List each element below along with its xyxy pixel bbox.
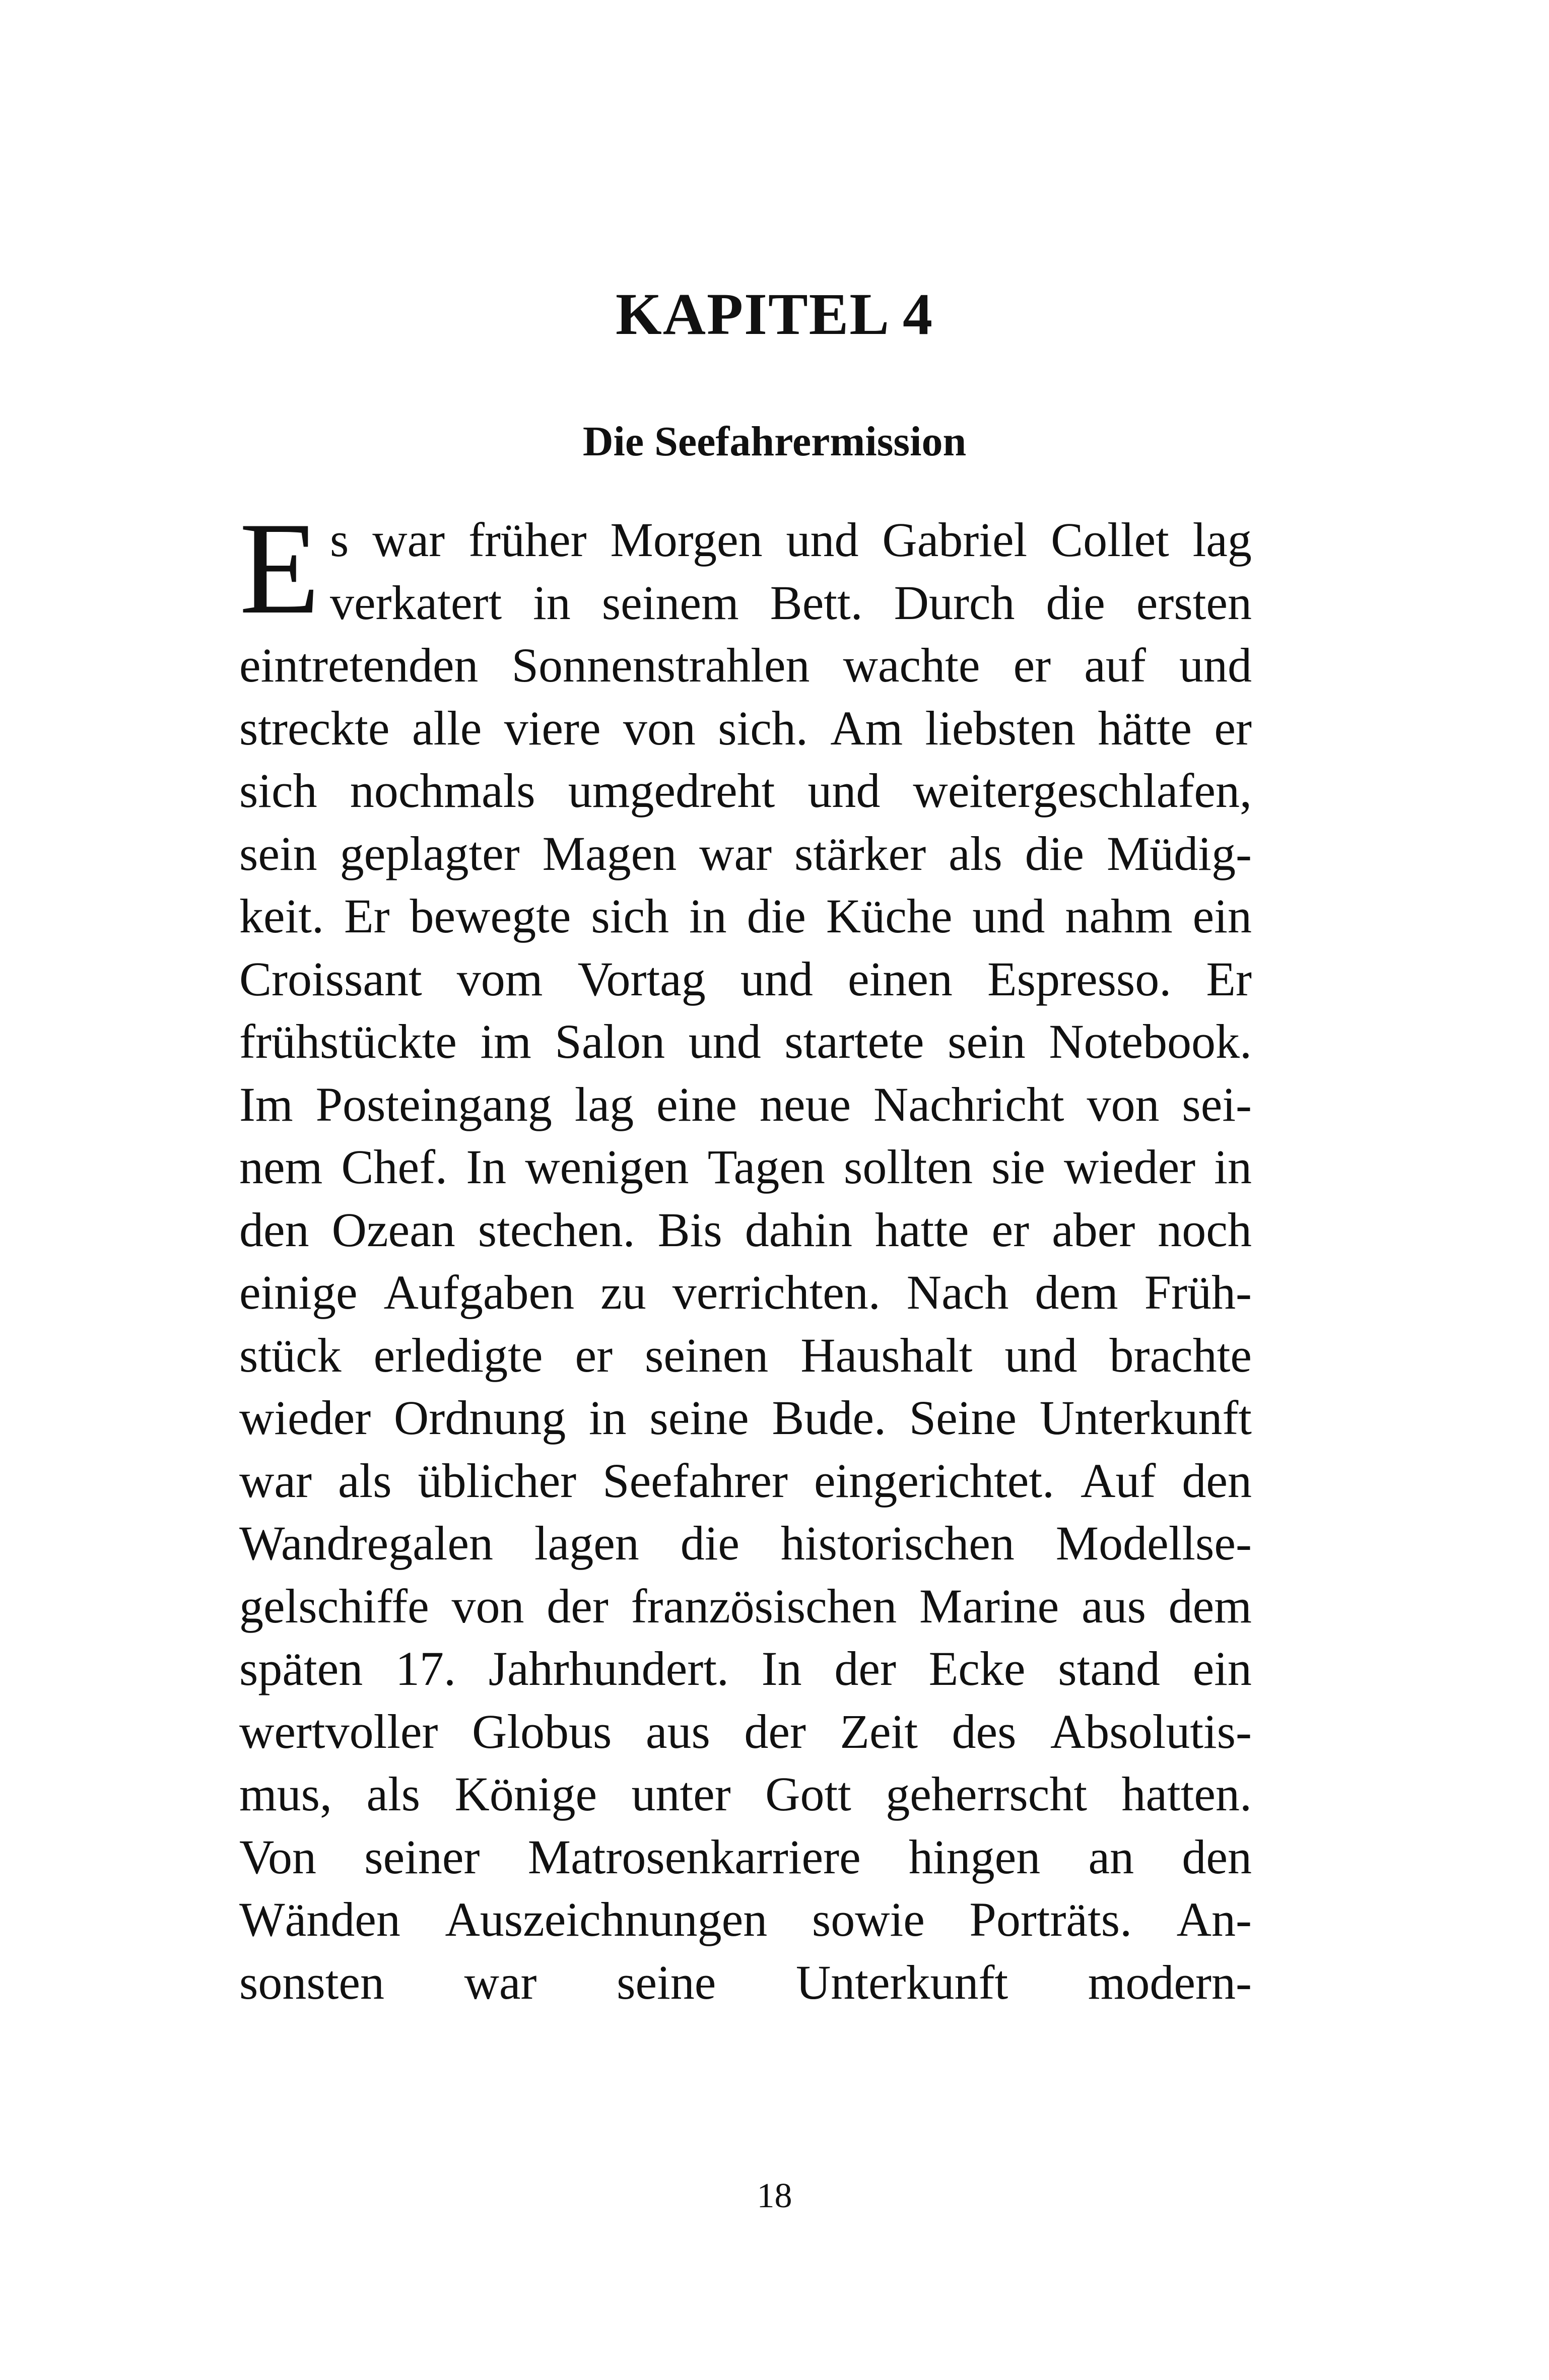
text-line bbox=[239, 1199, 1252, 1262]
word: wachte bbox=[843, 638, 980, 692]
text-line bbox=[239, 948, 1252, 1011]
word: Salon bbox=[555, 1014, 665, 1068]
text-line bbox=[239, 823, 1252, 886]
word: stand bbox=[1058, 1642, 1160, 1695]
word: Espresso. bbox=[987, 951, 1172, 1006]
word: lag bbox=[1192, 513, 1252, 567]
word: umgedreht bbox=[568, 764, 775, 818]
word: sein bbox=[239, 826, 317, 880]
word: hatte bbox=[874, 1202, 969, 1257]
text-line bbox=[239, 1010, 1252, 1073]
word: Früh- bbox=[1144, 1265, 1252, 1319]
word: sowie bbox=[812, 1892, 925, 1946]
word: und bbox=[688, 1014, 761, 1068]
word: brachte bbox=[1109, 1328, 1252, 1382]
text-line bbox=[239, 509, 1252, 572]
word: Nach bbox=[906, 1265, 1009, 1319]
word: In bbox=[466, 1140, 507, 1194]
word: sich bbox=[591, 889, 669, 943]
word: die bbox=[1046, 575, 1105, 630]
word: und bbox=[807, 764, 881, 818]
word: eingerichtet. bbox=[814, 1453, 1055, 1508]
word: die bbox=[747, 889, 806, 943]
word: sonsten bbox=[239, 1955, 384, 2009]
word: Notebook. bbox=[1049, 1014, 1252, 1068]
word: aus bbox=[645, 1704, 710, 1758]
word: in bbox=[533, 575, 571, 630]
word: An- bbox=[1176, 1892, 1252, 1946]
word: startete bbox=[784, 1014, 924, 1068]
text-line bbox=[239, 1073, 1252, 1136]
word: Ecke bbox=[928, 1642, 1026, 1695]
word: Modellse- bbox=[1055, 1516, 1252, 1570]
text-line bbox=[239, 1387, 1252, 1450]
word: Wandregalen bbox=[239, 1516, 493, 1570]
word: Unterkunft bbox=[795, 1955, 1008, 2009]
text-line bbox=[239, 1763, 1252, 1826]
word: zu bbox=[600, 1265, 646, 1319]
word: wieder bbox=[1063, 1140, 1196, 1194]
word: Wänden bbox=[239, 1892, 400, 1946]
word: sich. bbox=[718, 701, 808, 755]
word: einen bbox=[847, 951, 953, 1006]
text-line bbox=[239, 1512, 1252, 1575]
word: seiner bbox=[364, 1829, 480, 1884]
word: keit. bbox=[239, 889, 324, 943]
word: von bbox=[1087, 1077, 1160, 1131]
word: von bbox=[623, 701, 696, 755]
word: alle bbox=[412, 701, 482, 755]
word: neue bbox=[759, 1077, 851, 1131]
word: stück bbox=[239, 1328, 342, 1382]
word: und bbox=[1004, 1328, 1077, 1382]
word: Bett. bbox=[770, 575, 863, 630]
word: war bbox=[464, 1955, 537, 2009]
body-text bbox=[239, 495, 1252, 2014]
word: Im bbox=[239, 1077, 293, 1131]
word: er bbox=[991, 1202, 1030, 1257]
word: im bbox=[480, 1014, 531, 1068]
word: dahin bbox=[745, 1202, 852, 1257]
word: die bbox=[1025, 826, 1084, 880]
word: der bbox=[744, 1704, 806, 1758]
word: war bbox=[372, 513, 445, 567]
word: den bbox=[1182, 1453, 1252, 1508]
word: Ordnung bbox=[393, 1391, 566, 1445]
word: als bbox=[949, 826, 1002, 880]
word: Auf bbox=[1081, 1453, 1156, 1508]
word: streckte bbox=[239, 701, 390, 755]
word: und bbox=[972, 889, 1045, 943]
word: Globus bbox=[472, 1704, 612, 1758]
word: Durch bbox=[894, 575, 1015, 630]
chapter-title: KAPITEL 4 bbox=[615, 281, 934, 348]
word: hätte bbox=[1098, 701, 1192, 755]
word: erledigte bbox=[373, 1328, 543, 1382]
word: Seine bbox=[909, 1391, 1017, 1445]
word: Marine bbox=[919, 1579, 1059, 1633]
word: seine bbox=[617, 1955, 716, 2009]
word: den bbox=[1182, 1829, 1252, 1884]
word: ein bbox=[1192, 1642, 1252, 1695]
word: Vortag bbox=[577, 951, 706, 1006]
word: dem bbox=[1168, 1579, 1252, 1633]
word: Ozean bbox=[331, 1202, 455, 1257]
word: auf bbox=[1084, 638, 1146, 692]
word: seine bbox=[649, 1391, 749, 1445]
word: Zeit bbox=[840, 1704, 918, 1758]
word: Müdig- bbox=[1106, 826, 1252, 880]
word: s bbox=[330, 513, 349, 567]
word: Auszeichnungen bbox=[445, 1892, 768, 1946]
text-line bbox=[239, 885, 1252, 948]
word: und bbox=[1179, 638, 1252, 692]
word: noch bbox=[1158, 1202, 1252, 1257]
word: lag bbox=[574, 1077, 634, 1131]
word: Matrosenkarriere bbox=[527, 1829, 861, 1884]
word: Tagen bbox=[707, 1140, 825, 1194]
word: Sonnenstrahlen bbox=[511, 638, 810, 692]
text-line bbox=[239, 760, 1252, 823]
word: der bbox=[547, 1579, 609, 1633]
word: aus bbox=[1081, 1579, 1146, 1633]
word: Collet bbox=[1051, 513, 1169, 567]
word: früher bbox=[468, 513, 587, 567]
word: stärker bbox=[794, 826, 926, 880]
word: sollten bbox=[844, 1140, 973, 1194]
word: dem bbox=[1035, 1265, 1118, 1319]
word: Haushalt bbox=[800, 1328, 973, 1382]
chapter-subtitle: Die Seefahrermission bbox=[582, 418, 967, 465]
word: den bbox=[239, 1202, 309, 1257]
word: hingen bbox=[908, 1829, 1041, 1884]
word: des bbox=[952, 1704, 1017, 1758]
text-line bbox=[239, 1951, 1252, 2014]
word: Seefahrer bbox=[602, 1453, 788, 1508]
text-line bbox=[239, 1575, 1252, 1638]
word: seinen bbox=[645, 1328, 769, 1382]
word: er bbox=[1013, 638, 1051, 692]
word: in bbox=[689, 889, 727, 943]
word: die bbox=[680, 1516, 739, 1570]
word: historischen bbox=[780, 1516, 1015, 1570]
word: in bbox=[588, 1391, 627, 1445]
text-line bbox=[239, 1638, 1252, 1701]
word: von bbox=[451, 1579, 524, 1633]
word: sich bbox=[239, 764, 317, 818]
word: nahm bbox=[1065, 889, 1173, 943]
word: und bbox=[786, 513, 859, 567]
word: wertvoller bbox=[239, 1704, 438, 1758]
text-line bbox=[239, 1136, 1252, 1199]
word: 17. bbox=[395, 1642, 456, 1695]
word: weitergeschlafen, bbox=[913, 764, 1252, 818]
word: Bude. bbox=[772, 1391, 886, 1445]
text-line bbox=[239, 1450, 1252, 1513]
word: Croissant bbox=[239, 951, 422, 1006]
word: Er bbox=[344, 889, 390, 943]
body-lines bbox=[239, 495, 1252, 2014]
word: Porträts. bbox=[969, 1892, 1132, 1946]
word: Küche bbox=[826, 889, 953, 943]
word: französischen bbox=[631, 1579, 897, 1633]
word: er bbox=[575, 1328, 613, 1382]
word: hatten. bbox=[1121, 1767, 1252, 1821]
word: stechen. bbox=[478, 1202, 635, 1257]
word: Jahrhundert. bbox=[488, 1642, 729, 1695]
word: war bbox=[239, 1453, 312, 1508]
word: Er bbox=[1206, 951, 1252, 1006]
word: sei- bbox=[1182, 1077, 1252, 1131]
word: seinem bbox=[601, 575, 739, 630]
word: war bbox=[699, 826, 772, 880]
word: in bbox=[1214, 1140, 1252, 1194]
word: frühstückte bbox=[239, 1014, 457, 1068]
word: unter bbox=[631, 1767, 731, 1821]
word: ein bbox=[1192, 889, 1252, 943]
word: nem bbox=[239, 1140, 323, 1194]
word: viere bbox=[504, 701, 601, 755]
word: vom bbox=[456, 951, 543, 1006]
word: und bbox=[740, 951, 813, 1006]
text-line bbox=[239, 572, 1252, 635]
drop-cap: E bbox=[239, 495, 320, 641]
word: Am bbox=[830, 701, 903, 755]
word: wieder bbox=[239, 1391, 371, 1445]
word: verkatert bbox=[330, 575, 502, 630]
text-line bbox=[239, 1701, 1252, 1763]
word: aber bbox=[1052, 1202, 1135, 1257]
word: Unterkunft bbox=[1039, 1391, 1252, 1445]
word: Magen bbox=[542, 826, 677, 880]
text-line bbox=[239, 1261, 1252, 1324]
word: Posteingang bbox=[315, 1077, 552, 1131]
word: Absolutis- bbox=[1050, 1704, 1252, 1758]
word: modern- bbox=[1088, 1955, 1252, 2009]
word: ersten bbox=[1136, 575, 1252, 630]
word: geherrscht bbox=[886, 1767, 1088, 1821]
word: der bbox=[834, 1642, 896, 1695]
word: Bis bbox=[657, 1202, 722, 1257]
word: Könige bbox=[454, 1767, 597, 1821]
word: mus, bbox=[239, 1767, 332, 1821]
word: wenigen bbox=[525, 1140, 689, 1194]
word: gelschiffe bbox=[239, 1579, 429, 1633]
word: Nachricht bbox=[873, 1077, 1064, 1131]
word: In bbox=[761, 1642, 802, 1695]
word: Aufgaben bbox=[383, 1265, 575, 1319]
word: späten bbox=[239, 1642, 363, 1695]
text-line bbox=[239, 1324, 1252, 1387]
word: als bbox=[366, 1767, 421, 1821]
word: sein bbox=[948, 1014, 1026, 1068]
word: bewegte bbox=[410, 889, 571, 943]
word: geplagter bbox=[340, 826, 520, 880]
word: Von bbox=[239, 1829, 316, 1884]
word: Morgen bbox=[610, 513, 763, 567]
word: er bbox=[1214, 701, 1252, 755]
text-line bbox=[239, 1888, 1252, 1951]
text-line bbox=[239, 697, 1252, 760]
word: liebsten bbox=[925, 701, 1076, 755]
word: Gabriel bbox=[882, 513, 1028, 567]
word: verrichten. bbox=[672, 1265, 881, 1319]
text-line bbox=[239, 634, 1252, 697]
page-number: 18 bbox=[757, 2177, 792, 2215]
text-line bbox=[239, 1826, 1252, 1889]
word: Chef. bbox=[341, 1140, 448, 1194]
word: lagen bbox=[534, 1516, 639, 1570]
word: eintretenden bbox=[239, 638, 479, 692]
word: üblicher bbox=[418, 1453, 577, 1508]
word: sie bbox=[991, 1140, 1045, 1194]
word: an bbox=[1088, 1829, 1134, 1884]
word: einige bbox=[239, 1265, 358, 1319]
word: eine bbox=[656, 1077, 737, 1131]
word: nochmals bbox=[350, 764, 535, 818]
word: als bbox=[338, 1453, 392, 1508]
word: Gott bbox=[765, 1767, 851, 1821]
